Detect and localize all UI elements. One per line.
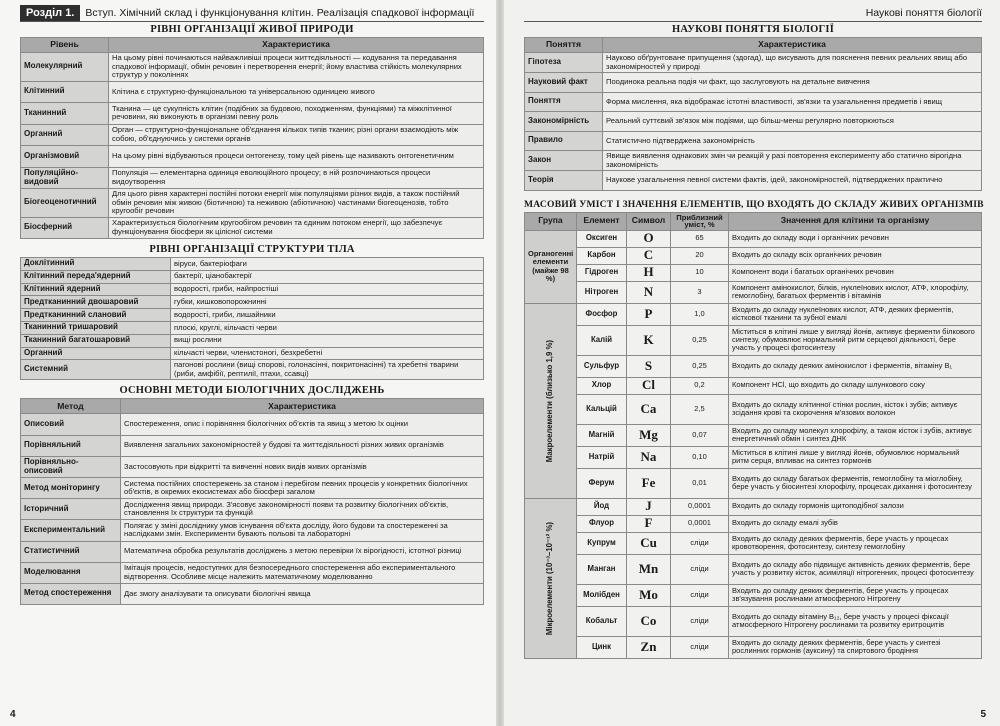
body-level-row-text: кільчасті черви, членистоногі, безхребетні — [171, 347, 484, 360]
level-row — [21, 167, 484, 189]
level-row-text: Клітина є структурно-функціональною та універсальною одиницею живого — [109, 81, 484, 103]
left-page-header — [20, 4, 484, 22]
method-row — [21, 562, 484, 583]
level-row — [21, 146, 484, 168]
concept-row — [525, 73, 982, 93]
element-name: Сульфур — [577, 355, 627, 377]
element-name: Фосфор — [577, 303, 627, 325]
concepts-table — [524, 37, 982, 191]
concept-row-text: Явище виявлення однакових змін чи реакцій у разі повторення експерименту або статично вірогідна закономірність — [603, 151, 982, 171]
element-group-cell — [525, 230, 577, 303]
element-meaning: Компонент амінокислот, білків, нуклеїнових кислот, АТФ, хлорофілу, гемоглобіну, багатьох ферментів і вітамінів — [729, 281, 982, 303]
body-level-row — [21, 283, 484, 296]
concept-row-text: Реальний суттєвий зв'язок між подіями, що більш-менш регулярно повторюються — [603, 112, 982, 132]
element-symbol: Cu — [627, 532, 671, 554]
body-level-row-name: Тканинний тришаровий — [21, 321, 171, 334]
element-name: Оксиген — [577, 230, 627, 247]
element-row — [525, 281, 982, 303]
body-level-row — [21, 296, 484, 309]
element-percent: 0,2 — [671, 377, 729, 394]
method-row-text: Спостереження, опис і порівняння біологічних об'єктів та явищ з метою їх оцінки — [121, 414, 484, 435]
element-symbol: Mg — [627, 424, 671, 446]
elements-table-body — [525, 230, 982, 658]
level-row-text: Характеризується біологічним кругообігом речовин та єдиним потоком енергії, що забезпечує функціонування біосфери як цілісної системи — [109, 217, 484, 239]
method-row-text: Дає змогу аналізувати та описувати біологічні явища — [121, 583, 484, 604]
element-row — [525, 264, 982, 281]
body-level-row-text: пагонові рослини (вищі спорові, голонасінні, покритонасінні) та хребетні тварини (риби, амфібії, рептилії, птахи, ссавці) — [171, 360, 484, 380]
element-meaning: Входить до складу всіх органічних речовин — [729, 247, 982, 264]
level-row-name: Тканинний — [21, 103, 109, 125]
element-percent: 0,0001 — [671, 515, 729, 532]
element-percent: 2,5 — [671, 394, 729, 424]
concepts-title: НАУКОВІ ПОНЯТТЯ БІОЛОГІЇ — [672, 24, 834, 35]
body-level-row-text: віруси, бактеріофаги — [171, 258, 484, 271]
element-percent: 0,25 — [671, 325, 729, 355]
body-level-row — [21, 270, 484, 283]
method-row — [21, 414, 484, 435]
element-group-label: Макроелементи (близько 1,9 %) — [545, 339, 555, 462]
element-percent: 10 — [671, 264, 729, 281]
method-row — [21, 499, 484, 520]
body-level-row — [21, 309, 484, 322]
element-meaning: Компонент HCl, що входить до складу шлункового соку — [729, 377, 982, 394]
method-row-text: Застосовують при відкритті та вивченні нових видів живих організмів — [121, 456, 484, 477]
element-group-label: Мікроелементи (10⁻³–10⁻¹² %) — [545, 521, 555, 635]
element-row — [525, 230, 982, 247]
page-number-right: 5 — [980, 709, 986, 720]
concept-row — [525, 92, 982, 112]
levels-table-body — [21, 53, 484, 239]
chapter-title: Вступ. Хімічний склад і функціонування клітин. Реалізація спадкової інформації — [85, 6, 475, 19]
element-percent: сліди — [671, 532, 729, 554]
right-header-title: Наукові поняття біології — [865, 6, 982, 19]
element-row — [525, 377, 982, 394]
levels-col-level: Рівень — [21, 38, 109, 53]
element-name: Кальцій — [577, 394, 627, 424]
element-meaning: Входить до складу або підвищує активність деяких ферментів, бере участь у розвитку кісток, асиміляції нітрогенних, процесі фотосинтезу — [729, 554, 982, 584]
body-level-row-name: Предтканинний двошаровий — [21, 296, 171, 309]
method-row-name: Експериментальний — [21, 520, 121, 541]
element-name: Магній — [577, 424, 627, 446]
element-meaning: Входить до складу деяких ферментів, бере участь у процесах зв'язування рослинами атмосферного Нітрогену — [729, 584, 982, 606]
level-row-name: Клітинний — [21, 81, 109, 103]
element-symbol: Ca — [627, 394, 671, 424]
element-name: Флуор — [577, 515, 627, 532]
concept-row — [525, 112, 982, 132]
concept-row — [525, 151, 982, 171]
method-row-text: Дослідження явищ природи. З'ясовує закономірності появи та розвитку біологічних об'єктів, становлення їх структури та функцій — [121, 499, 484, 520]
method-row — [21, 541, 484, 562]
element-meaning: Входить до складу деяких ферментів, бере участь у синтезі рослинних гормонів (ауксину) та спиртового бродіння — [729, 636, 982, 658]
method-row-name: Метод моніторингу — [21, 477, 121, 498]
level-row-name: Органний — [21, 124, 109, 146]
concepts-col-term: Поняття — [525, 38, 603, 53]
element-meaning: Входить до складу багатьох ферментів, гемоглобіну та міоглобіну, бере участь у біосинтезі хлорофілу, процесах дихання і фотосинтезу — [729, 468, 982, 498]
element-meaning: Входить до складу деяких ферментів, бере участь у процесах кровотворення, фотосинтезу, синтезу гемоглобіну — [729, 532, 982, 554]
level-row-name: Популяційно-видовий — [21, 167, 109, 189]
method-row — [21, 435, 484, 456]
element-row — [525, 554, 982, 584]
body-level-row-name: Системний — [21, 360, 171, 380]
elements-col-percent: Приблизний уміст, % — [671, 212, 729, 230]
level-row-text: Орган — структурно-функціональне об'єднання кількох типів тканин; різні органи взаємодіють між собою, об'єднуючись у системи органів — [109, 124, 484, 146]
element-name: Йод — [577, 498, 627, 515]
element-group-cell — [525, 303, 577, 498]
concept-row-name: Закон — [525, 151, 603, 171]
body-level-row-text: водорості, гриби, найпростіші — [171, 283, 484, 296]
body-level-row-text: плоскі, круглі, кільчасті черви — [171, 321, 484, 334]
level-row-text: Популяція — елементарна одиниця еволюційного процесу; в ній розпочинаються процеси видоутворення — [109, 167, 484, 189]
element-percent: сліди — [671, 554, 729, 584]
body-level-row-name: Предтканинний слановий — [21, 309, 171, 322]
element-symbol: Fe — [627, 468, 671, 498]
element-symbol: K — [627, 325, 671, 355]
method-row-name: Метод спостереження — [21, 583, 121, 604]
body-level-row — [21, 360, 484, 380]
element-group-cell — [525, 498, 577, 658]
level-row-name: Організмовий — [21, 146, 109, 168]
method-row-text: Система постійних спостережень за станом і перебігом певних процесів у конкретних біологічних об'єктів, в окремих екосистемах або біосфері загалом — [121, 477, 484, 498]
element-meaning: Входить до складу нуклеїнових кислот, АТФ, деяких ферментів, кісткової тканини та зубної емалі — [729, 303, 982, 325]
element-symbol: Zn — [627, 636, 671, 658]
element-row — [525, 394, 982, 424]
body-levels-table-body — [21, 258, 484, 380]
method-row — [21, 520, 484, 541]
method-row-text: Полягає у зміні досліднику умов існування об'єкта досліду, його будови та спостереженні за наслідками змін. Експерименти бувають польові та лабораторні — [121, 520, 484, 541]
method-row-name: Описовий — [21, 414, 121, 435]
concept-row-text: Статистично підтверджена закономірність — [603, 131, 982, 151]
elements-col-element: Елемент — [577, 212, 627, 230]
body-level-row — [21, 321, 484, 334]
element-percent: 3 — [671, 281, 729, 303]
element-percent: 0,25 — [671, 355, 729, 377]
element-row — [525, 247, 982, 264]
levels-col-char: Характеристика — [109, 38, 484, 53]
concept-row-text: Науково обґрунтоване припущення (здогад), що висувають для пояснення певних реальних явищ або закономірностей у природі — [603, 53, 982, 73]
body-level-row — [21, 258, 484, 271]
right-page — [504, 0, 1000, 726]
element-meaning: Міститься в клітині лише у вигляді йонів, обумовлює нормальний ритм серця, впливає на синтез гормонів — [729, 446, 982, 468]
element-name: Ферум — [577, 468, 627, 498]
level-row-name: Молекулярний — [21, 53, 109, 82]
element-row — [525, 498, 982, 515]
concept-row — [525, 171, 982, 191]
element-percent: 0,07 — [671, 424, 729, 446]
body-level-row-name: Органний — [21, 347, 171, 360]
element-meaning: Входить до складу деяких амінокислот і ферментів, вітаміну В₁ — [729, 355, 982, 377]
element-symbol: C — [627, 247, 671, 264]
body-level-row-name: Доклітинний — [21, 258, 171, 271]
body-level-row — [21, 334, 484, 347]
concept-row-name: Гіпотеза — [525, 53, 603, 73]
page-number-left: 4 — [10, 709, 16, 720]
concept-row-text: Наукове узагальнення певної системи фактів, ідей, закономірностей, підтверджених практично — [603, 171, 982, 191]
body-level-row — [21, 347, 484, 360]
element-name: Молібден — [577, 584, 627, 606]
element-group-label: Органогенні елементи (майже 98 %) — [528, 248, 574, 284]
elements-col-symbol: Символ — [627, 212, 671, 230]
body-level-row-name: Клітинний переда'ядерний — [21, 270, 171, 283]
level-row — [21, 189, 484, 218]
element-symbol: S — [627, 355, 671, 377]
method-row-text: Математична обробка результатів досліджень з метою перевірки їх вірогідності, істотної різниці — [121, 541, 484, 562]
element-symbol: N — [627, 281, 671, 303]
element-meaning: Входить до складу молекул хлорофілу, а також кісток і зубів, активує енергетичний обмін і синтез ДНК — [729, 424, 982, 446]
methods-table-body — [21, 414, 484, 605]
elements-col-group: Група — [525, 212, 577, 230]
element-symbol: Mn — [627, 554, 671, 584]
concept-row — [525, 131, 982, 151]
method-row-name: Порівняльний — [21, 435, 121, 456]
method-row — [21, 477, 484, 498]
method-row-name: Історичний — [21, 499, 121, 520]
element-row — [525, 584, 982, 606]
element-percent: 65 — [671, 230, 729, 247]
element-meaning: Входить до складу води і органічних речовин — [729, 230, 982, 247]
right-page-header — [524, 4, 982, 22]
body-level-row-name: Тканинний багатошаровий — [21, 334, 171, 347]
method-row — [21, 456, 484, 477]
element-percent: сліди — [671, 636, 729, 658]
element-row — [525, 468, 982, 498]
element-row — [525, 515, 982, 532]
element-name: Кобальт — [577, 606, 627, 636]
element-symbol: H — [627, 264, 671, 281]
level-row-text: Для цього рівня характерні постійні потоки енергії між популяціями різних видів, а також постійний обмін речовин між живою (біотичною) та неживою (абіотичною) частинами біогеоценозів, тобто кругообіг речовин — [109, 189, 484, 218]
element-meaning: Входить до складу емалі зубів — [729, 515, 982, 532]
element-row — [525, 355, 982, 377]
level-row — [21, 124, 484, 146]
element-name: Купрум — [577, 532, 627, 554]
element-symbol: Cl — [627, 377, 671, 394]
element-name: Карбон — [577, 247, 627, 264]
methods-col-method: Метод — [21, 399, 121, 414]
elements-col-meaning: Значення для клітини та організму — [729, 212, 982, 230]
elements-title: МАСОВИЙ УМІСТ І ЗНАЧЕННЯ ЕЛЕМЕНТІВ, ЩО ВХОДЯТЬ ДО СКЛАДУ ЖИВИХ ОРГАНІЗМІВ — [524, 198, 984, 210]
element-row — [525, 636, 982, 658]
section-badge: Розділ 1. — [20, 5, 80, 21]
elements-table — [524, 212, 982, 659]
body-level-row-text: вищі рослини — [171, 334, 484, 347]
methods-col-char: Характеристика — [121, 399, 484, 414]
element-symbol: Na — [627, 446, 671, 468]
element-percent: 0,01 — [671, 468, 729, 498]
methods-table — [20, 398, 484, 605]
element-row — [525, 606, 982, 636]
element-name: Гідроген — [577, 264, 627, 281]
left-page — [0, 0, 496, 726]
method-row-text: Виявлення загальних закономірностей у будові та життєдіяльності різних живих організмів — [121, 435, 484, 456]
concepts-table-body — [525, 53, 982, 191]
element-percent: 0,10 — [671, 446, 729, 468]
element-symbol: P — [627, 303, 671, 325]
element-name: Натрій — [577, 446, 627, 468]
level-row-text: На цьому рівні починаються найважливіші процеси життєдіяльності — кодування та передавання спадкової інформації, обмін речовин і перетворення енергії; йому властива стійкість молекулярних структур у поколіннях — [109, 53, 484, 82]
element-meaning: Входить до складу гормонів щитоподібної залози — [729, 498, 982, 515]
element-row — [525, 446, 982, 468]
element-name: Калій — [577, 325, 627, 355]
level-row-text: Тканина — це сукупність клітин (подібних за будовою, походженням, функціями) та міжклітинної речовини, які виконують в організмі певну роль — [109, 103, 484, 125]
method-row-text: Імітація процесів, недоступних для безпосереднього спостереження або експериментального відтворення. Особливе місце належить математичному моделюванню — [121, 562, 484, 583]
element-symbol: Co — [627, 606, 671, 636]
method-row-name: Моделювання — [21, 562, 121, 583]
element-name: Нітроген — [577, 281, 627, 303]
element-symbol: J — [627, 498, 671, 515]
body-level-row-text: губки, кишковопорожнинні — [171, 296, 484, 309]
body-levels-table — [20, 257, 484, 380]
body-level-row-name: Клітинний ядерний — [21, 283, 171, 296]
method-row-name: Порівняльно-описовий — [21, 456, 121, 477]
level-row-name: Біогеоценотичний — [21, 189, 109, 218]
element-symbol: F — [627, 515, 671, 532]
method-row-name: Статистичний — [21, 541, 121, 562]
element-name: Хлор — [577, 377, 627, 394]
element-symbol: Mo — [627, 584, 671, 606]
element-row — [525, 303, 982, 325]
concept-row-name: Правило — [525, 131, 603, 151]
element-percent: 1,0 — [671, 303, 729, 325]
element-percent: сліди — [671, 606, 729, 636]
body-level-row-text: водорості, гриби, лишайники — [171, 309, 484, 322]
element-name: Цинк — [577, 636, 627, 658]
concept-row — [525, 53, 982, 73]
body-levels-title: РІВНІ ОРГАНІЗАЦІЇ СТРУКТУРИ ТІЛА — [149, 244, 355, 255]
element-row — [525, 532, 982, 554]
level-row — [21, 103, 484, 125]
element-row — [525, 325, 982, 355]
level-row-name: Біосферний — [21, 217, 109, 239]
levels-table — [20, 37, 484, 239]
element-name: Манган — [577, 554, 627, 584]
level-row-text: На цьому рівні відбуваються процеси онтогенезу, тому цей рівень ще називають онтогенетичним — [109, 146, 484, 168]
methods-title: ОСНОВНІ МЕТОДИ БІОЛОГІЧНИХ ДОСЛІДЖЕНЬ — [119, 385, 385, 397]
element-row — [525, 424, 982, 446]
concept-row-name: Поняття — [525, 92, 603, 112]
method-row — [21, 583, 484, 604]
element-percent: 20 — [671, 247, 729, 264]
concept-row-text: Форма мислення, яка відображає істотні властивості, зв'язки та узагальнення предметів і явищ — [603, 92, 982, 112]
body-level-row-text: бактерії, ціанобактерії — [171, 270, 484, 283]
level-row — [21, 81, 484, 103]
element-meaning: Міститься в клітині лише у вигляді йонів, активує ферменти білкового синтезу, обумовлює нормальний ритм серцевої діяльності, бере участь у процесі фотосинтезу — [729, 325, 982, 355]
concept-row-name: Теорія — [525, 171, 603, 191]
level-row — [21, 217, 484, 239]
concept-row-name: Науковий факт — [525, 73, 603, 93]
element-percent: сліди — [671, 584, 729, 606]
element-symbol: O — [627, 230, 671, 247]
element-meaning: Компонент води і багатьох органічних речовин — [729, 264, 982, 281]
level-row — [21, 53, 484, 82]
element-percent: 0,0001 — [671, 498, 729, 515]
concept-row-text: Поодинока реальна подія чи факт, що заслуговують на детальне вивчення — [603, 73, 982, 93]
element-meaning: Входить до складу вітаміну В₁₂, бере участь у процесі фіксації атмосферного Нітрогену рослинами та розвитку еритроцитів — [729, 606, 982, 636]
concept-row-name: Закономірність — [525, 112, 603, 132]
concepts-col-char: Характеристика — [603, 38, 982, 53]
book-gutter — [496, 0, 504, 726]
levels-title: РІВНІ ОРГАНІЗАЦІЇ ЖИВОЇ ПРИРОДИ — [150, 24, 354, 35]
element-meaning: Входить до складу клітинної стінки рослин, кісток і зубів; активує зсідання крові та скорочення м'язових волокон — [729, 394, 982, 424]
